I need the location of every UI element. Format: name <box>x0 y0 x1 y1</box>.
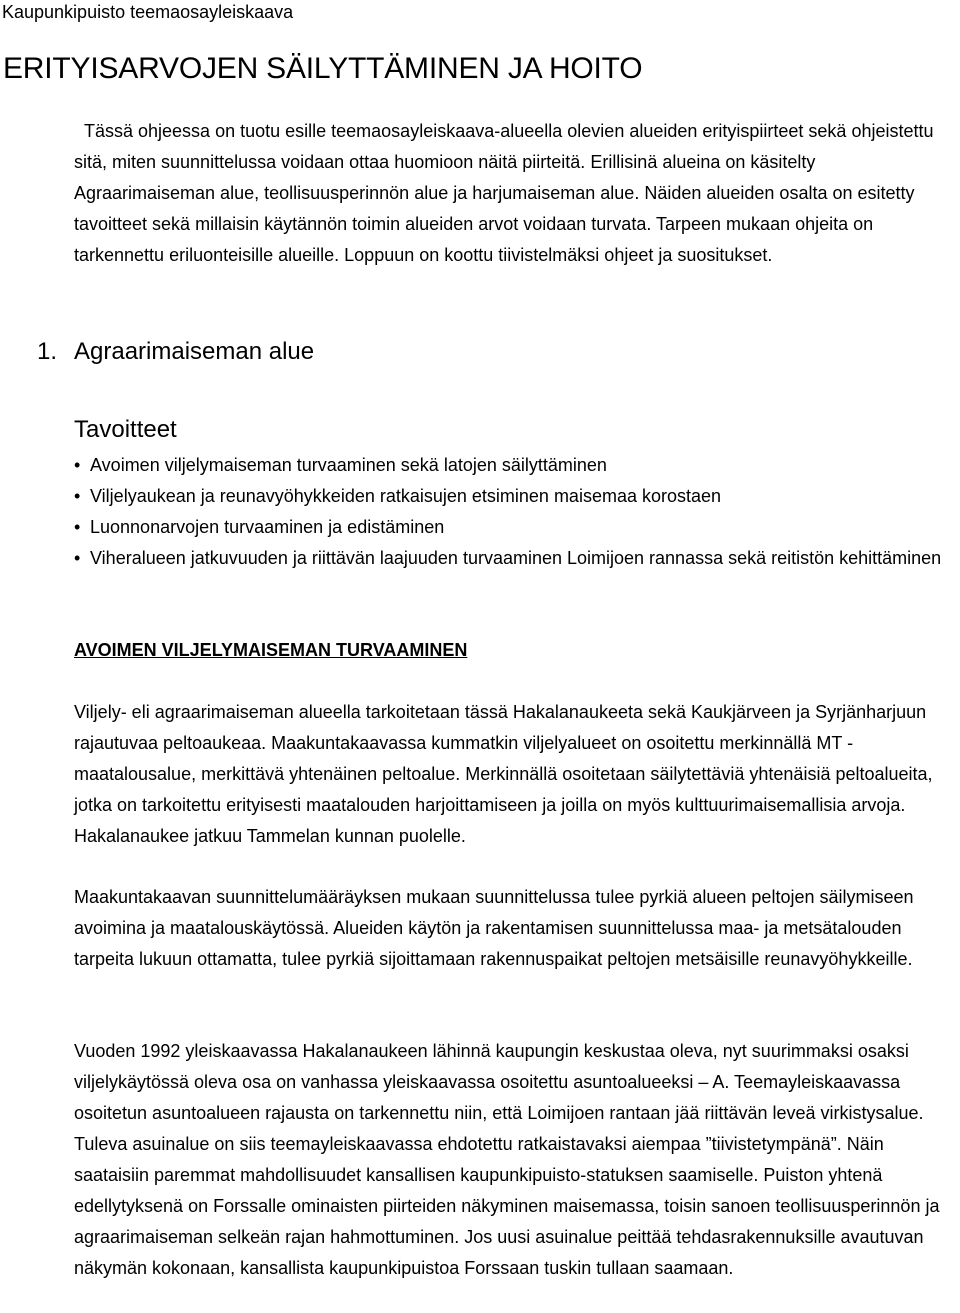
document-title: ERITYISARVOJEN SÄILYTTÄMINEN JA HOITO <box>3 52 643 85</box>
section-heading <box>37 336 314 368</box>
goal-item <box>74 481 954 512</box>
goal-text: Viljelyaukean ja reunavyöhykkeiden ratkaisujen etsiminen maisemaa korostaen <box>90 486 722 506</box>
bullet-mark: • <box>74 548 81 568</box>
intro-text: Tässä ohjeessa on tuotu esille teemaosayleiskaava-alueella olevien alueiden erityispiirteet sekä ohjeistettu sitä, miten suunnittelussa voidaan ottaa huomioon näitä piirteitä. Erillisinä alueina on käsitelty Agraarimaiseman alue, teollisuusperinnön alue ja harjumaiseman alue. Näiden alueiden osalta on esitetty tavoitteet sekä millaisin käytännön toimin alueiden arvot voidaan turvata. Tarpeen mukaan ohjeita on tarkennettu eriluonteisille alueille. Loppuun on koottu tiivistelmäksi ohjeet ja suositukset. <box>74 121 934 265</box>
running-header: Kaupunkipuisto teemaosayleiskaava <box>2 2 294 22</box>
goals-list <box>74 450 954 574</box>
bullet-mark: • <box>74 486 81 506</box>
goal-text: Viheralueen jatkuvuuden ja riittävän laajuuden turvaaminen Loimijoen rannassa sekä reitistön kehittäminen <box>90 548 942 568</box>
body-paragraph: Maakuntakaavan suunnittelumääräyksen mukaan suunnittelussa tulee pyrkiä alueen peltojen säilymiseen avoimina ja maatalouskäytössä. Alueiden käytön ja rakentamisen suunnittelussa maa- ja metsätalouden tarpeita lukuun ottamatta, tulee pyrkiä sijoittamaan rakennuspaikat peltojen metsäisille reunavyöhykkeille. <box>74 887 914 969</box>
body-paragraph: Vuoden 1992 yleiskaavassa Hakalanaukeen lähinnä kaupungin keskustaa oleva, nyt suurimmaksi osaksi viljelykäytössä oleva osa on vanhassa yleiskaavassa osoitettu asuntoalueeksi – A. Teemayleiskaavassa osoitetun asuntoalueen rajausta on tarkennettu niin, että Loimijoen rantaan jää riittävän leveä virkistysalue. Tuleva asuinalue on siis teemayleiskaavassa ehdotettu ratkaistavaksi aiempaa ”tiivistetympänä”. Näin saataisiin paremmat mahdollisuudet kansallisen kaupunkipuisto-statuksen saamiselle. Puiston yhtenä edellytyksenä on Forssalle ominaisten piirteiden näkyminen maisemassa, toisin sanoen teollisuusperinnön ja agraarimaiseman selkeän rajan hahmottuminen. Jos uusi asuinalue peittää tehdasrakennuksille avautuvan näkymän kokonaan, kansallista kaupunkipuistoa Forssaan tuskin tullaan saamaan. <box>74 1041 940 1278</box>
bullet-mark: • <box>74 517 81 537</box>
subsection-heading: AVOIMEN VILJELYMAISEMAN TURVAAMINEN <box>74 640 468 660</box>
goal-text: Luonnonarvojen turvaaminen ja edistäminen <box>90 517 445 537</box>
goal-item <box>74 543 954 574</box>
intro-paragraph <box>74 116 954 271</box>
goal-item <box>74 512 954 543</box>
section-title: Agraarimaiseman alue <box>74 338 315 365</box>
goals-heading: Tavoitteet <box>74 416 177 443</box>
goal-item <box>74 450 954 481</box>
bullet-mark: • <box>74 455 81 475</box>
section-number: 1. <box>37 338 58 365</box>
body-paragraph: Viljely- eli agraarimaiseman alueella tarkoitetaan tässä Hakalanaukeeta sekä Kaukjärveen ja Syrjänharjuun rajautuvaa peltoaukeaa. Maakuntakaavassa kummatkin viljelyalueet on osoitettu merkinnällä MT - maatalousalue, merkittävä yhtenäinen peltoalue. Merkinnällä osoitetaan säilytettäviä yhtenäisiä peltoalueita, jotka on tarkoitettu erityisesti maatalouden harjoittamiseen ja joilla on myös kulttuurimaisemallisia arvoja. Hakalanaukee jatkuu Tammelan kunnan puolelle. <box>74 702 933 846</box>
goal-text: Avoimen viljelymaiseman turvaaminen sekä latojen säilyttäminen <box>90 455 607 475</box>
